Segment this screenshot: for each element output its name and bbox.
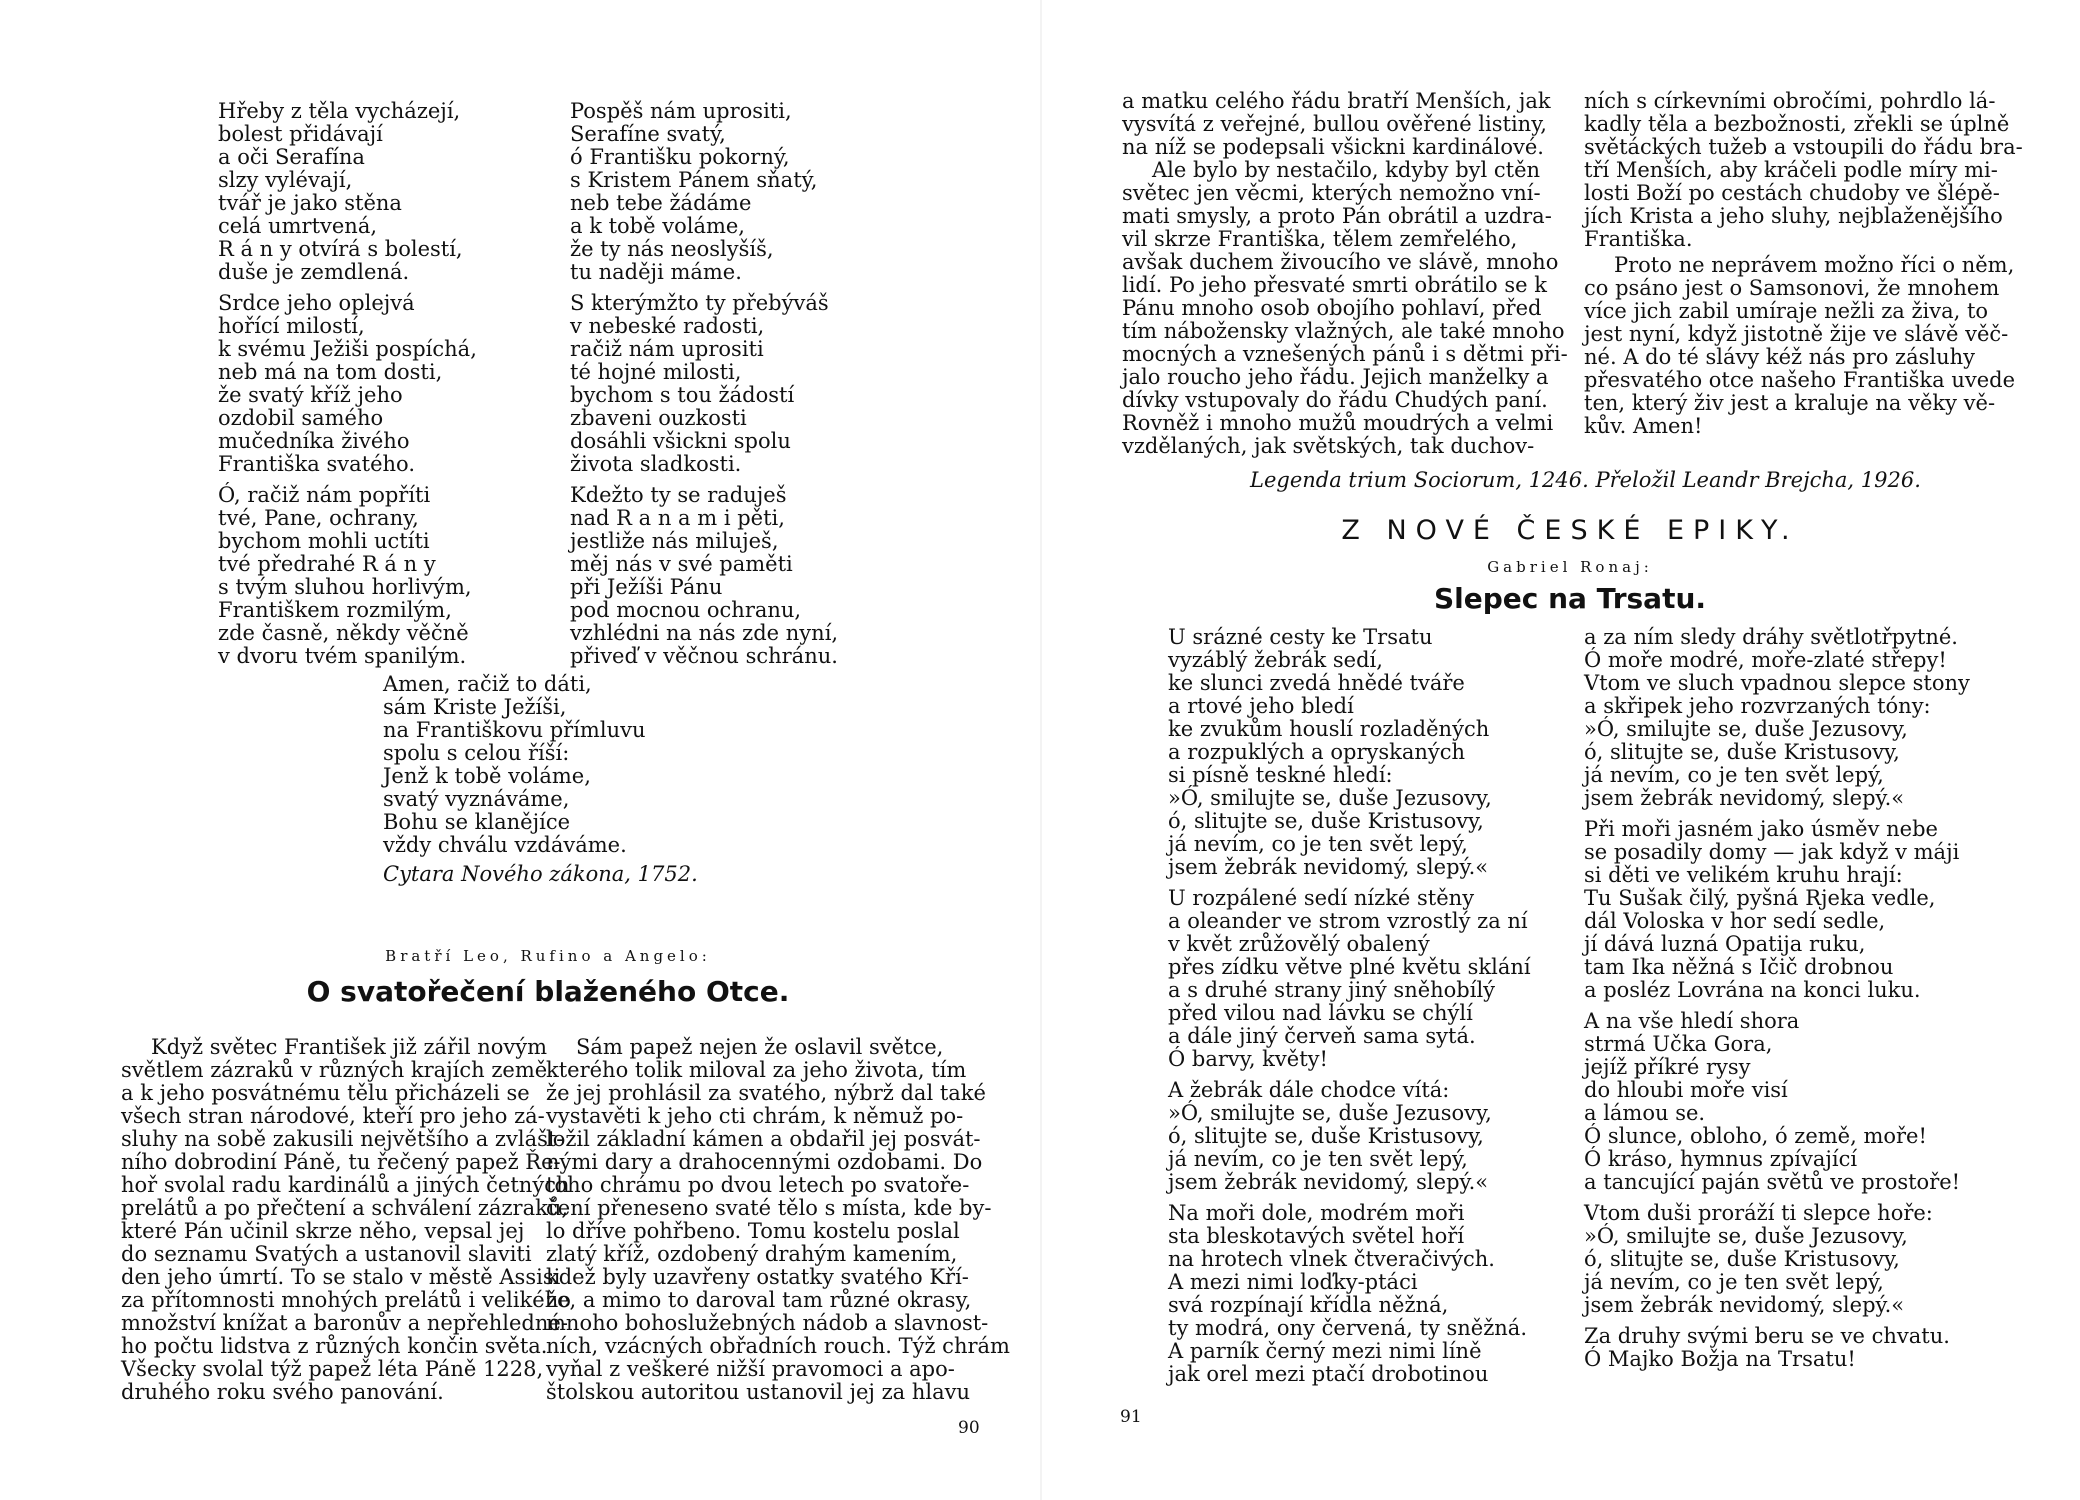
prose-line: den jeho úmrtí. To se stalo v městě Assisi [121,1265,561,1289]
prose-line: přesvatého otce našeho Františka uvede [1584,368,2016,392]
verse-line: ó Františku pokorný, [570,145,790,169]
verse-line: »Ó, smilujte se, duše Jezusovy, [1584,717,1908,741]
prose-line: Ale bylo by nestačilo, kdyby byl ctěn [1152,158,1541,182]
prose-line: množství knížat a baronův a nepřehledné- [121,1311,568,1335]
verse-line: dosáhli všickni spolu [570,429,791,453]
verse-line: spolu s celou říší: [383,741,570,765]
prose-line: a k jeho posvátnému tělu přicházeli se [121,1081,530,1105]
verse-line: Při moři jasném jako úsměv nebe [1584,817,1938,841]
verse-line: já nevím, co je ten svět lepý, [1584,763,1884,787]
verse-line: Srdce jeho oplejvá [218,291,415,315]
verse-line: jsem žebrák nevidomý, slepý.« [1584,786,1905,810]
verse-line: k svému Ježiši pospíchá, [218,337,477,361]
verse-line: ó, slitujte se, duše Kristusovy, [1584,1247,1900,1271]
section-heading: Z NOVÉ ČESKÉ EPIKY. [1341,515,1799,546]
verse-line: s Kristem Pánem sňatý, [570,168,818,192]
hymn-source: Cytara Nového zákona, 1752. [383,862,698,886]
verse-line: a dále jiný červeň sama sytá. [1168,1024,1476,1048]
verse-line: jak orel mezi ptačí drobotinou [1168,1362,1489,1386]
verse-line: račiž nám uprositi [570,337,764,361]
stanza [570,484,870,668]
verse-line: U rozpálené sedí nízké stěny [1168,886,1475,910]
hymn-column-2 [570,100,870,676]
prose-line: lidí. Po jeho přesvaté smrti obrátilo se k [1122,273,1547,297]
prose-line: více jich zabil umíraje nežli za živa, to [1584,299,1989,323]
prose-line: jích Krista a jeho sluhy, nejblaženějšího [1584,204,2003,228]
verse-line: a s druhé strany jiný sněhobílý [1168,978,1496,1002]
verse-line: A na vše hledí shora [1584,1009,1800,1033]
stanza [570,100,870,284]
verse-line: ke zvukům houslí rozladěných [1168,717,1490,741]
verse-line: jestliže nás miluješ, [570,529,779,553]
prose-line: čení přeneseno svaté tělo s místa, kde by- [546,1196,992,1220]
verse-line: vzhlédni na nás zde nyní, [570,621,839,645]
verse-line: Vtom ve sluch vpadnou slepce stony [1584,671,1970,695]
prose-line: zlatý kříž, ozdobený drahým kamením, [546,1242,958,1266]
prose-line: jest nyní, když jistotně žije ve slávě věč- [1584,322,2009,346]
prose-line: Proto ne neprávem možno říci o něm, [1614,253,2015,277]
verse-line: v nebeské radosti, [570,314,765,338]
verse-line: přiveď v věčnou schránu. [570,644,838,668]
verse-line: v květ zrůžovělý obalený [1168,932,1430,956]
prose-line: jalo roucho jeho řádu. Jejich manželky a [1122,365,1549,389]
prose-line: ložil základní kámen a obdařil jej posvát- [546,1127,981,1151]
verse-line: A mezi nimi loďky-ptáci [1168,1270,1418,1294]
prose-line: štolskou autoritou ustanovil jej za hlavu [546,1380,971,1404]
verse-line: bolest přidávají [218,122,383,146]
prose-line: vil skrze Františka, tělem zemřelého, [1122,227,1518,251]
verse-line: neb tebe žádáme [570,191,752,215]
verse-line: ozdobil samého [218,406,384,430]
verse-line: Ó barvy, květy! [1168,1047,1328,1071]
prose-line: že jej prohlásil za svatého, nýbrž dal také [546,1081,986,1105]
verse-line: na hrotech vlnek čtveračivých. [1168,1247,1495,1271]
prose-line: ních s církevními obročími, pohrdlo lá- [1584,89,1996,113]
verse-line: a posléz Lovrána na konci luku. [1584,978,1921,1002]
verse-line: Za druhy svými beru se ve chvatu. [1584,1324,1950,1348]
verse-line: a oči Serafína [218,145,365,169]
verse-line: ó, slitujte se, duše Kristusovy, [1584,740,1900,764]
stanza [1168,887,1588,1071]
verse-line: A žebrák dále chodce vítá: [1168,1078,1450,1102]
verse-line: a lámou se. [1584,1101,1706,1125]
prose-line: Když světec František již zářil novým [151,1035,548,1059]
verse-line: zde časně, někdy věčně [218,621,469,645]
verse-line: Františkem rozmilým, [218,598,452,622]
verse-line: U srázné cesty ke Trsatu [1168,625,1433,649]
verse-line: S kterýmžto ty přebýváš [570,291,829,315]
verse-line: Kdežto ty se raduješ [570,483,787,507]
poem-title: Slepec na Trsatu. [1433,582,1707,615]
verse-line: celá umrtvená, [218,214,378,238]
verse-line: »Ó, smilujte se, duše Jezusovy, [1168,786,1492,810]
verse-line: Amen, račiž to dáti, [383,672,592,696]
prose-line: dívky vstupovaly do řádu Chudých paní. [1122,388,1548,412]
prose-line: losti Boží po cestách chudoby ve šlépě- [1584,181,2000,205]
verse-line: té hojné milosti, [570,360,742,384]
hymn-final-stanza [383,673,683,857]
verse-line: pod mocnou ochranu, [570,598,802,622]
legend-source: Legenda trium Sociorum, 1246. Přeložil Leandr Brejcha, 1926. [1250,468,1921,492]
prose-line: Všecky svolal týž papež léta Páně 1228, [121,1357,544,1381]
prose-line: sluhy na sobě zakusili největšího a zvlášt- [121,1127,564,1151]
verse-line: s tvým sluhou horlivým, [218,575,472,599]
poem-author: Gabriel Ronaj: [1487,558,1653,576]
verse-line: tvář je jako stěna [218,191,402,215]
stanza [1584,818,2024,1002]
prose-line: tím nábožensky vlažných, ale také mnoho [1122,319,1565,343]
prose-line: mocných a vznešených pánů i s dětmi při- [1122,342,1568,366]
verse-line: vyzáblý žebrák sedí, [1168,648,1383,672]
verse-line: v dvoru tvém spanilým. [218,644,467,668]
prose-line: Františka. [1584,227,1693,251]
prose-line: kdež byly uzavřeny ostatky svatého Kří- [546,1265,969,1289]
prose-line: co psáno jest o Samsonovi, že mnohem [1584,276,2000,300]
verse-line: svatý vyznáváme, [383,787,570,811]
prose-line: do seznamu Svatých a ustanovil slaviti [121,1242,532,1266]
verse-line: duše je zemdlená. [218,260,410,284]
verse-line: a k tobě voláme, [570,214,745,238]
article-authors: Bratří Leo, Rufino a Angelo: [385,947,711,965]
verse-line: a za ním sledy dráhy světlotřpytné. [1584,625,1958,649]
verse-line: hořící milostí, [218,314,365,338]
prose-line: ho počtu lidstva z různých končin světa. [121,1334,548,1358]
stanza [570,292,870,476]
prose-line: toho chrámu po dvou letech po svatoře- [546,1173,970,1197]
prose-line: ten, který živ jest a kraluje na věky vě- [1584,391,1996,415]
stanza [218,484,548,668]
stanza [1168,626,1588,879]
prose-line: kterého tolik miloval za jeho života, tím [546,1058,967,1082]
verse-line: při Ježíši Pánu [570,575,723,599]
verse-line: že svatý kříž jeho [218,383,403,407]
book-gutter [1040,0,1042,1500]
verse-line: sta bleskotavých světel hoří [1168,1224,1465,1248]
hymn-column-1 [218,100,548,676]
prose-line: vystavěti k jeho cti chrám, k němuž po- [546,1104,964,1128]
verse-line: Na moři dole, modrém moři [1168,1201,1465,1225]
verse-line: já nevím, co je ten svět lepý, [1168,1147,1468,1171]
verse-line: Ó, račiž nám popříti [218,483,431,507]
verse-line: do hloubi moře visí [1584,1078,1788,1102]
verse-line: ty modrá, ony červená, ty sněžná. [1168,1316,1527,1340]
verse-line: bychom s tou žádostí [570,383,795,407]
stanza [1584,1202,2024,1317]
verse-line: neb má na tom dosti, [218,360,443,384]
verse-line: »Ó, smilujte se, duše Jezusovy, [1584,1224,1908,1248]
verse-line: já nevím, co je ten svět lepý, [1168,832,1468,856]
verse-line: Jenž k tobě voláme, [383,764,591,788]
prose-line: avšak duchem živoucího ve slávě, mnoho [1122,250,1559,274]
page-number-right: 91 [1120,1407,1142,1427]
prose-line: nými dary a drahocennými ozdobami. Do [546,1150,983,1174]
verse-line: zbaveni ouzkosti [570,406,747,430]
prose-line: že, a mimo to daroval tam různé okrasy, [546,1288,972,1312]
verse-line: tvé předrahé R á n y [218,552,436,576]
verse-line: Ó Majko Božja na Trsatu! [1584,1347,1856,1371]
verse-line: si děti ve velikém kruhu hrají: [1584,863,1903,887]
verse-line: A parník černý mezi nimi líně [1168,1339,1482,1363]
prose-line: všech stran národové, kteří pro jeho zá- [121,1104,545,1128]
prose-line: Pánu mnoho osob obojího pohlaví, před [1122,296,1542,320]
stanza [1168,1202,1588,1386]
legend-continuation-column-1 [1122,89,1568,458]
verse-line: a rozpuklých a opryskaných [1168,740,1466,764]
legend-continuation-column-2a [1584,90,2024,251]
verse-line: jsem žebrák nevidomý, slepý.« [1584,1293,1905,1317]
verse-line: R á n y otvírá s bolestí, [218,237,463,261]
verse-line: měj nás v své paměti [570,552,793,576]
verse-line: tam Ika něžná s Ičič drobnou [1584,955,1894,979]
prose-line: světec jen věcmi, kterých nemožno vní- [1122,181,1541,205]
prose-line: vzdělaných, jak světských, tak duchov- [1122,434,1535,458]
prose-line: světáckých tužeb a vstoupili do řádu bra- [1584,135,2023,159]
verse-line: Františka svatého. [218,452,416,476]
verse-line: jí dává luzná Opatija ruku, [1584,932,1866,956]
article-column-2 [546,1035,1010,1404]
prose-line: ního dobrodiní Páně, tu řečený papež Ře- [121,1150,561,1174]
verse-line: tvé, Pane, ochrany, [218,506,419,530]
article-column-1 [121,1035,571,1404]
stanza [218,100,548,284]
page-number-left: 90 [958,1418,980,1438]
verse-line: se posadily domy — jak když v máji [1584,840,1960,864]
prose-line: za přítomnosti mnohých prelátů i velikého [121,1288,571,1312]
verse-line: sám Kriste Ježíši, [383,695,567,719]
verse-line: na Františkovu přímluvu [383,718,646,742]
verse-line: dál Voloska v hor sedí sedle, [1584,909,1886,933]
verse-line: Bohu se klanějíce [383,810,571,834]
prose-line: kadly těla a bezbožnosti, zřekli se úplně [1584,112,2010,136]
prose-line: vysvítá z veřejné, bullou ověřené listiny, [1122,112,1547,136]
verse-line: nad R a n a m i pěti, [570,506,785,530]
verse-line: a oleander ve strom vzrostlý za ní [1168,909,1528,933]
prose-line: mnoho bohoslužebných nádob a slavnost- [546,1311,989,1335]
verse-line: ó, slitujte se, duše Kristusovy, [1168,809,1484,833]
verse-line: svá rozpínají křídla něžná, [1168,1293,1449,1317]
verse-line: tu naději máme. [570,260,742,284]
verse-line: Hřeby z těla vycházejí, [218,99,461,123]
verse-line: života sladkosti. [570,452,742,476]
verse-line: si písně teskné hledí: [1168,763,1393,787]
verse-line: vždy chválu vzdáváme. [383,833,627,857]
verse-line: před vilou nad lávku se chýlí [1168,1001,1473,1025]
verse-line: ke slunci zvedá hnědé tváře [1168,671,1465,695]
verse-line: jejíž příkré rysy [1584,1055,1751,1079]
prose-line: na níž se podepsali všickni kardinálové. [1122,135,1544,159]
poem-column-1 [1168,626,1588,1394]
prose-line: né. A do té slávy kéž nás pro zásluhy [1584,345,1976,369]
prose-line: a matku celého řádu bratří Menších, jak [1122,89,1551,113]
prose-line: které Pán učinil skrze něho, vepsal jej [121,1219,525,1243]
verse-line: Ó kráso, hymnus zpívající [1584,1147,1858,1171]
verse-line: slzy vylévají, [218,168,353,192]
prose-line: lo dříve pohřbeno. Tomu kostelu poslal [546,1219,960,1243]
stanza [1584,626,2024,810]
prose-line: Sám papež nejen že oslavil světce, [576,1035,944,1059]
prose-line: tří Menších, aby kráčeli podle míry mi- [1584,158,1998,182]
verse-line: přes zídku větve plné květu sklání [1168,955,1531,979]
verse-line: Ó slunce, obloho, ó země, moře! [1584,1124,1927,1148]
verse-line: strmá Učka Gora, [1584,1032,1773,1056]
verse-line: jsem žebrák nevidomý, slepý.« [1168,855,1489,879]
verse-line: bychom mohli uctíti [218,529,430,553]
prose-line: mati smysly, a proto Pán obrátil a uzdra- [1122,204,1552,228]
verse-line: »Ó, smilujte se, duše Jezusovy, [1168,1101,1492,1125]
poem-column-2 [1584,626,2024,1379]
stanza [218,292,548,476]
verse-line: a tancující paján světů ve prostoře! [1584,1170,1961,1194]
prose-line: druhého roku svého panování. [121,1380,444,1404]
legend-continuation-column-2b [1584,254,2024,438]
verse-line: ó, slitujte se, duše Kristusovy, [1168,1124,1484,1148]
prose-line: Rovněž i mnoho mužů moudrých a velmi [1122,411,1554,435]
verse-line: Vtom duši proráží ti slepce hoře: [1584,1201,1933,1225]
prose-line: kův. Amen! [1584,414,1703,438]
stanza [1168,1079,1588,1194]
verse-line: Tu Sušak čilý, pyšná Rjeka vedle, [1584,886,1936,910]
verse-line: mučedníka živého [218,429,410,453]
prose-line: světlem zázraků v různých krajích země [121,1058,548,1082]
verse-line: jsem žebrák nevidomý, slepý.« [1168,1170,1489,1194]
verse-line: a rtové jeho bledí [1168,694,1354,718]
verse-line: Serafíne svatý, [570,122,726,146]
verse-line: a skřipek jeho rozvrzaných tóny: [1584,694,1931,718]
article-title: O svatořečení blaženého Otce. [306,975,790,1008]
verse-line: já nevím, co je ten svět lepý, [1584,1270,1884,1294]
prose-line: prelátů a po přečtení a schválení zázraků, [121,1196,569,1220]
stanza [1584,1325,2024,1371]
prose-line: ních, vzácných obřadních rouch. Týž chrám [546,1334,1010,1358]
verse-line: že ty nás neoslyšíš, [570,237,774,261]
prose-line: hoř svolal radu kardinálů a jiných četných [121,1173,570,1197]
stanza [1584,1010,2024,1194]
prose-line: vyňal z veškeré nižší pravomoci a apo- [546,1357,955,1381]
verse-line: Ó moře modré, moře-zlaté střepy! [1584,648,1947,672]
verse-line: Pospěš nám uprositi, [570,99,792,123]
